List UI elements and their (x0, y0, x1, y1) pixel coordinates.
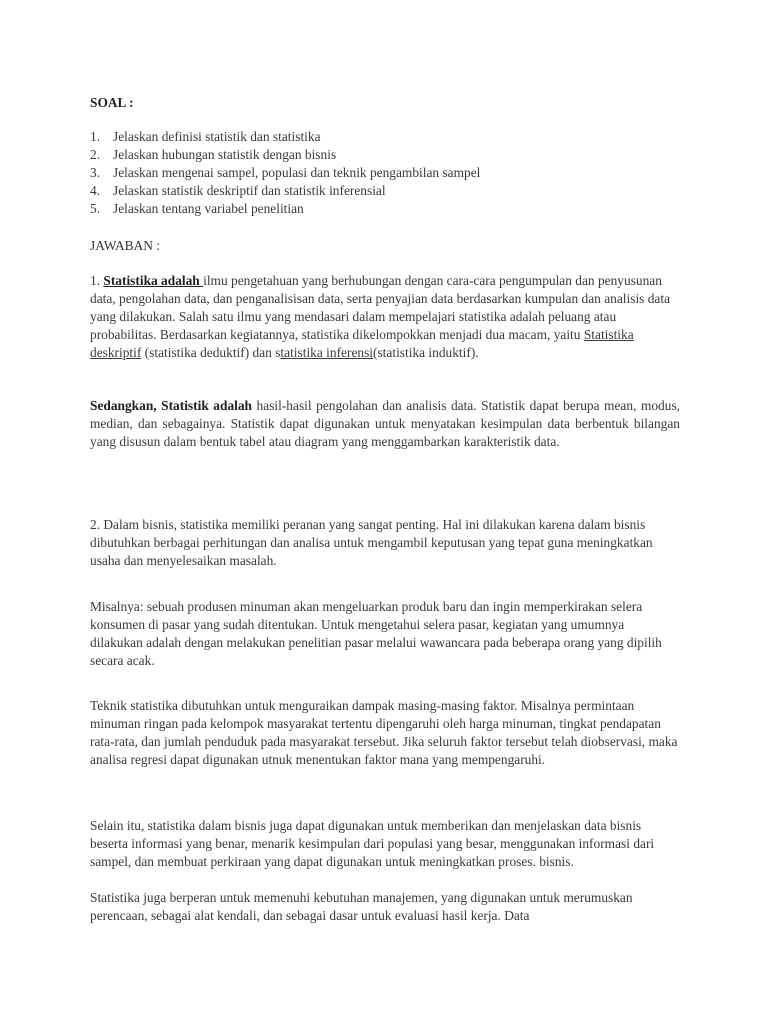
question-number: 4. (90, 183, 101, 198)
jawaban-heading: JAWABAN : (90, 238, 160, 253)
link-statistika-inferensi[interactable]: tatistika inferensi (280, 345, 374, 360)
question-text: Jelaskan hubungan statistik dengan bisnis (113, 147, 337, 162)
answer-1-paragraph (90, 272, 680, 362)
term-statistik: Sedangkan, Statistik adalah (90, 398, 253, 413)
answer-text: s (275, 345, 281, 360)
paragraph-teknik: Teknik statistika dibutuhkan untuk menguraikan dampak masing-masing faktor. Misalnya permintaan minuman ringan pada kelompok masyarakat tertentu dipengaruhi oleh harga minuman, tingkat pendapatan rata-rata, dan jumlah penduduk pada masyarakat tersebut. Jika seluruh faktor tersebut telah diobservasi, maka analisa regresi dapat digunakan utnuk menentukan faktor mana yang mempengaruhi. (90, 698, 678, 767)
link-statistika-deskriptif[interactable]: Statistika deskriptif (90, 327, 634, 360)
answer-text: ilmu pengetahuan yang berhubungan dengan cara-cara pengumpulan dan penyusunan data, pengolahan data, dan penganalisisan data, serta penyajian data berdasarkan kumpulan dan analisis data yang dilakukan. Salah satu ilmu yang mendasari dalam mempelajari statistika adalah peluang atau probabilitas. Berdasarkan kegiatannya, statistika dikelompokkan menjadi dua macam, yaitu (90, 273, 671, 342)
soal-heading: SOAL : (90, 95, 134, 110)
list-item (90, 128, 680, 146)
list-item (90, 182, 680, 200)
question-text: Jelaskan definisi statistik dan statistika (113, 129, 321, 144)
answer-text: (statistika deduktif) dan (141, 345, 276, 360)
question-text: Jelaskan statistik deskriptif dan statistik inferensial (113, 183, 386, 198)
question-number: 1. (90, 129, 101, 144)
question-text: Jelaskan mengenai sampel, populasi dan teknik pengambilan sampel (113, 165, 481, 180)
paragraph-statistika: Statistika juga berperan untuk memenuhi kebutuhan manajemen, yang digunakan untuk merumuskan perencaan, sebagai alat kendali, dan sebagai dasar untuk evaluasi hasil kerja. Data (90, 890, 633, 923)
paragraph-misalnya: Misalnya: sebuah produsen minuman akan mengeluarkan produk baru dan ingin memperkirakan selera konsumen di pasar yang sudah ditentukan. Untuk mengetahui selera pasar, kegiatan yang umumnya dilakukan adalah dengan melakukan penelitian pasar melalui wawancara pada beberapa orang yang dipilih secara acak. (90, 599, 662, 668)
paragraph-selain: Selain itu, statistika dalam bisnis juga dapat digunakan untuk memberikan dan menjelaskan data bisnis beserta informasi yang benar, menarik kesimpulan dari populasi yang besar, menggunakan informasi dari sampel, dan membuat perkiraan yang dapat digunakan untuk meningkatkan proses. bisnis. (90, 818, 655, 869)
answer-2-paragraph: 2. Dalam bisnis, statistika memiliki peranan yang sangat penting. Hal ini dilakukan karena dalam bisnis dibutuhkan berbagai perhitungan dan analisa untuk mengambil keputusan yang tepat guna meningkatkan usaha dan menyelesaikan masalah. (90, 517, 653, 568)
answer-text: (statistika induktif). (373, 345, 479, 360)
question-number: 3. (90, 165, 101, 180)
question-number: 5. (90, 201, 101, 216)
answer-text: hasil-hasil pengolahan dan analisis data. Statistik dapat berupa mean, modus, median, dan sebagainya. Statistik dapat digunakan untuk menyatakan kesimpulan data berbentuk bilangan yang disusun dalam bentuk tabel atau diagram yang menggambarkan karakteristik data. (90, 398, 681, 449)
list-item (90, 146, 680, 164)
question-list (90, 128, 680, 218)
term-statistika: Statistika adalah (103, 273, 204, 288)
answer-1b-paragraph (90, 397, 680, 451)
list-item (90, 200, 680, 218)
question-number: 2. (90, 147, 101, 162)
answer-number: 1. (90, 273, 104, 288)
question-text: Jelaskan tentang variabel penelitian (113, 201, 304, 216)
list-item (90, 164, 680, 182)
